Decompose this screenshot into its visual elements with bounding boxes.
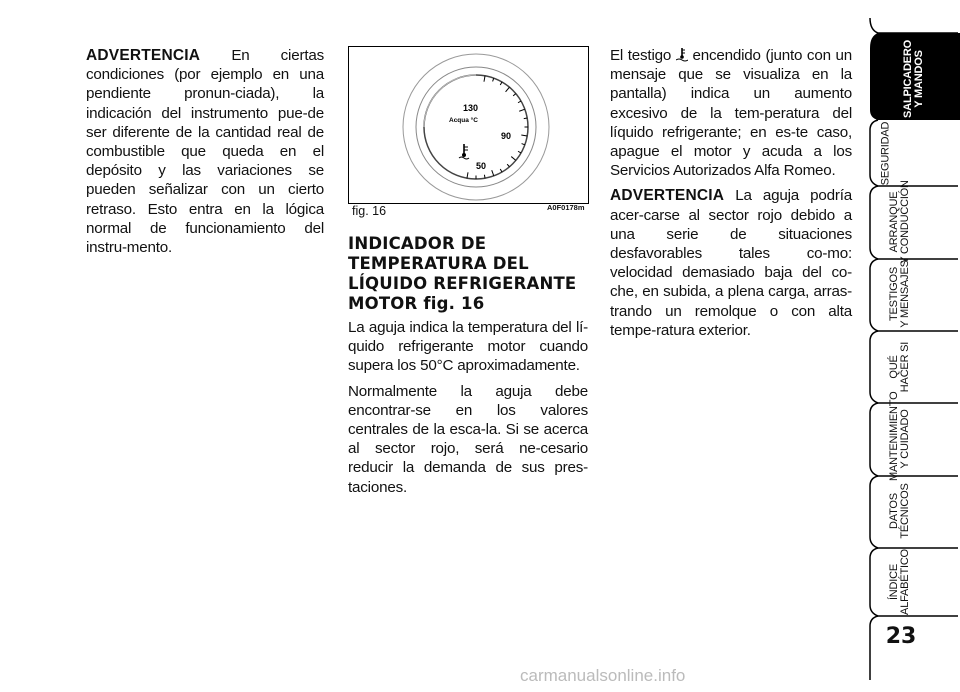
- gauge-tick-mark: [492, 170, 494, 176]
- gauge-tick-mark: [513, 94, 516, 96]
- gauge-tick-mark: [506, 87, 510, 92]
- section-paragraph-1: La aguja indica la temperatura del lí-quido refrigerante motor cuando supera los 50°C aproximadamente.: [348, 319, 588, 375]
- section-body: [348, 318, 588, 503]
- gauge-tick-mark: [500, 169, 502, 172]
- gauge-tick-50: 50: [476, 161, 487, 171]
- warning-column-left: [86, 46, 324, 263]
- page-number: 23: [885, 624, 917, 649]
- gauge-tick-mark: [518, 101, 521, 103]
- warning-label: ADVERTENCIA: [86, 47, 201, 64]
- gauge-tick-mark: [500, 82, 502, 85]
- gauge-tick-mark: [484, 76, 485, 82]
- tab-indice-alfabetico[interactable]: ÍNDICE ALFABÉTICO: [888, 549, 911, 615]
- tab-testigos[interactable]: TESTIGOS Y MENSAJES: [888, 260, 911, 328]
- gauge-tick-mark: [521, 135, 527, 136]
- tab-arranque[interactable]: ARRANQUE Y CONDUCCIÓN: [888, 180, 911, 264]
- figure-label: fig. 16: [352, 204, 387, 218]
- section-heading: INDICADOR DE TEMPERATURA DEL LÍQUIDO REFRIGERANTE MOTOR fig. 16: [348, 234, 577, 313]
- tab-mantenimiento[interactable]: MANTENIMIENTO Y CUIDADO: [888, 391, 911, 481]
- gauge-title: Acqua °C: [449, 117, 478, 124]
- gauge-tick-mark: [511, 157, 516, 161]
- figure-16-gauge: [348, 46, 589, 204]
- gauge-tick-mark: [507, 164, 509, 167]
- chapter-tabs-sidebar: [868, 0, 960, 692]
- watermark: carmanualsonline.info: [520, 666, 686, 685]
- gauge-tick-90: 90: [501, 131, 512, 141]
- coolant-temperature-icon: [459, 144, 469, 159]
- tab-datos-tecnicos[interactable]: DATOS TÉCNICOS: [888, 483, 911, 539]
- gauge-tick-mark: [519, 109, 525, 111]
- coolant-warning-light-icon: [676, 48, 688, 62]
- warning-light-paragraph: El testigo encendido (junto con un mensaje que se visualiza en la pantalla) indica un aumento excesivo de la tem-peratura del líquido refrigerante; en es-te caso, apague el motor y acuda a los Servicios Autorizados Alfa Romeo.: [610, 47, 852, 180]
- tab-que-hacer-si[interactable]: QUÉ HACER SI: [888, 341, 911, 393]
- warning-text-right: La aguja podría acer-carse al sector rojo debido a una serie de situaciones desfavorables tales co-mo: velocidad demasiado baja del co-che, en subida, a plena carga, arras-trando un remolque o con alta tempe-ratura exterior.: [610, 187, 852, 339]
- gauge-tick-130: 130: [463, 103, 479, 113]
- column-right: [610, 46, 852, 346]
- gauge-tick-mark: [518, 151, 521, 153]
- warning-paragraph-right: [610, 186, 852, 340]
- warning-text: En ciertas condiciones (por ejemplo en una pendiente pronun-ciada), la indicación del instrumento pue-de ser diferente de la cantidad real de combustible que queda en el depósito y las variaciones se pueden señalizar con un cierto retraso. Esto entra en la lógica normal de funcionamiento del instru-mento.: [86, 47, 324, 257]
- warning-label-right: ADVERTENCIA: [610, 187, 725, 205]
- warning-paragraph: [86, 46, 324, 257]
- coolant-gauge-illustration: [349, 47, 588, 203]
- gauge-tick-mark: [522, 144, 525, 145]
- figure-code: A0F0178m: [547, 203, 585, 212]
- gauge-tick-mark: [524, 118, 527, 119]
- section-paragraph-2: Normalmente la aguja debe encontrar-se en los valores centrales de la esca-la. Si se acerca al sector rojo, será ne-cesario reducir la demanda de sus pres-taciones.: [348, 382, 588, 496]
- gauge-tick-mark: [484, 175, 485, 178]
- tab-seguridad[interactable]: SEGURIDAD: [879, 121, 892, 186]
- gauge-tick-mark: [493, 78, 494, 81]
- gauge-tick-mark: [467, 172, 468, 178]
- tab-salpicadero[interactable]: SALPICADERO Y MANDOS: [902, 40, 925, 118]
